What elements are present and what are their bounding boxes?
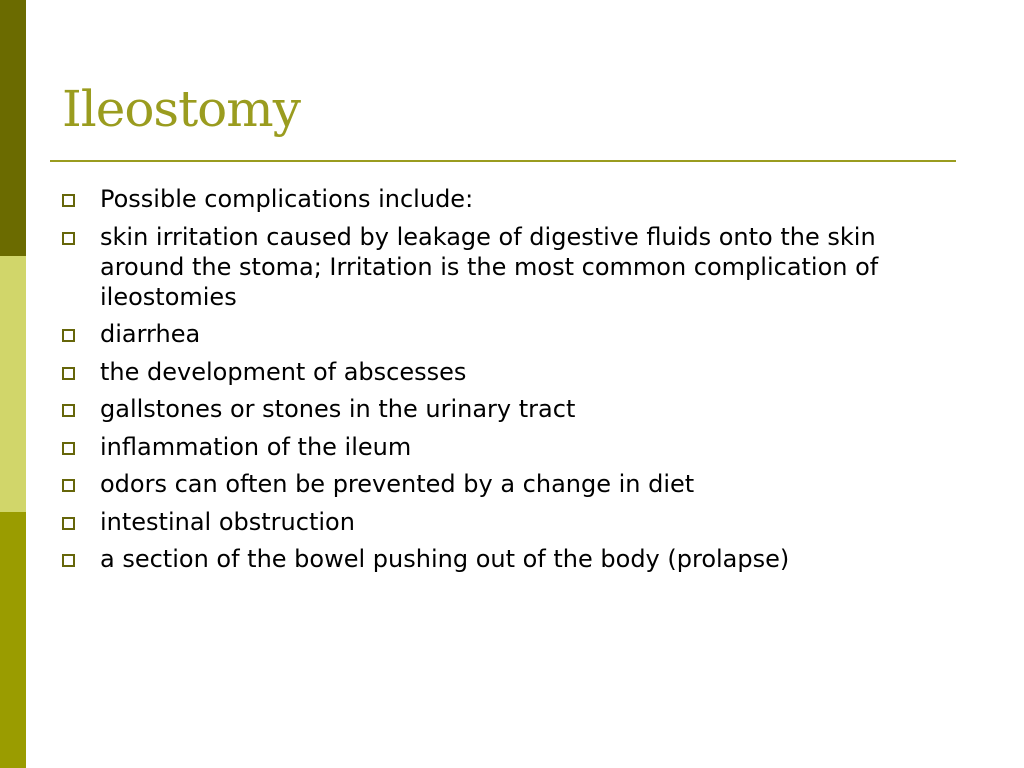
slide-title: Ileostomy xyxy=(62,80,300,138)
list-item xyxy=(62,319,962,349)
side-bar-bottom xyxy=(0,512,26,768)
bullet-text: inflammation of the ileum xyxy=(100,432,412,461)
bullet-text: the development of abscesses xyxy=(100,357,467,386)
square-bullet-icon xyxy=(62,479,75,492)
bullet-text: a section of the bowel pushing out of the body (prolapse) xyxy=(100,545,790,573)
square-bullet-icon xyxy=(62,329,75,342)
bullet-text: odors can often be prevented by a change in diet xyxy=(100,470,695,498)
list-item xyxy=(62,544,962,574)
list-item xyxy=(62,222,962,312)
list-item xyxy=(62,394,962,424)
bullet-text: gallstones or stones in the urinary tract xyxy=(100,395,576,423)
list-item xyxy=(62,184,962,214)
bullet-list xyxy=(62,184,962,582)
bullet-text: Possible complications include: xyxy=(100,185,474,213)
bullet-text: skin irritation caused by leakage of digestive fluids onto the skin around the stoma; Irritation is the most common complication of ileostomies xyxy=(100,222,879,311)
square-bullet-icon xyxy=(62,232,75,245)
list-item xyxy=(62,432,962,462)
square-bullet-icon xyxy=(62,442,75,455)
side-bar-middle xyxy=(0,256,26,512)
square-bullet-icon xyxy=(62,194,75,207)
square-bullet-icon xyxy=(62,367,75,380)
list-item xyxy=(62,469,962,499)
list-item xyxy=(62,507,962,537)
bullet-text: intestinal obstruction xyxy=(100,507,355,536)
side-bar-top xyxy=(0,0,26,256)
bullet-text: diarrhea xyxy=(100,320,201,348)
square-bullet-icon xyxy=(62,517,75,530)
list-item xyxy=(62,357,962,387)
title-underline xyxy=(50,160,956,162)
square-bullet-icon xyxy=(62,554,75,567)
square-bullet-icon xyxy=(62,404,75,417)
